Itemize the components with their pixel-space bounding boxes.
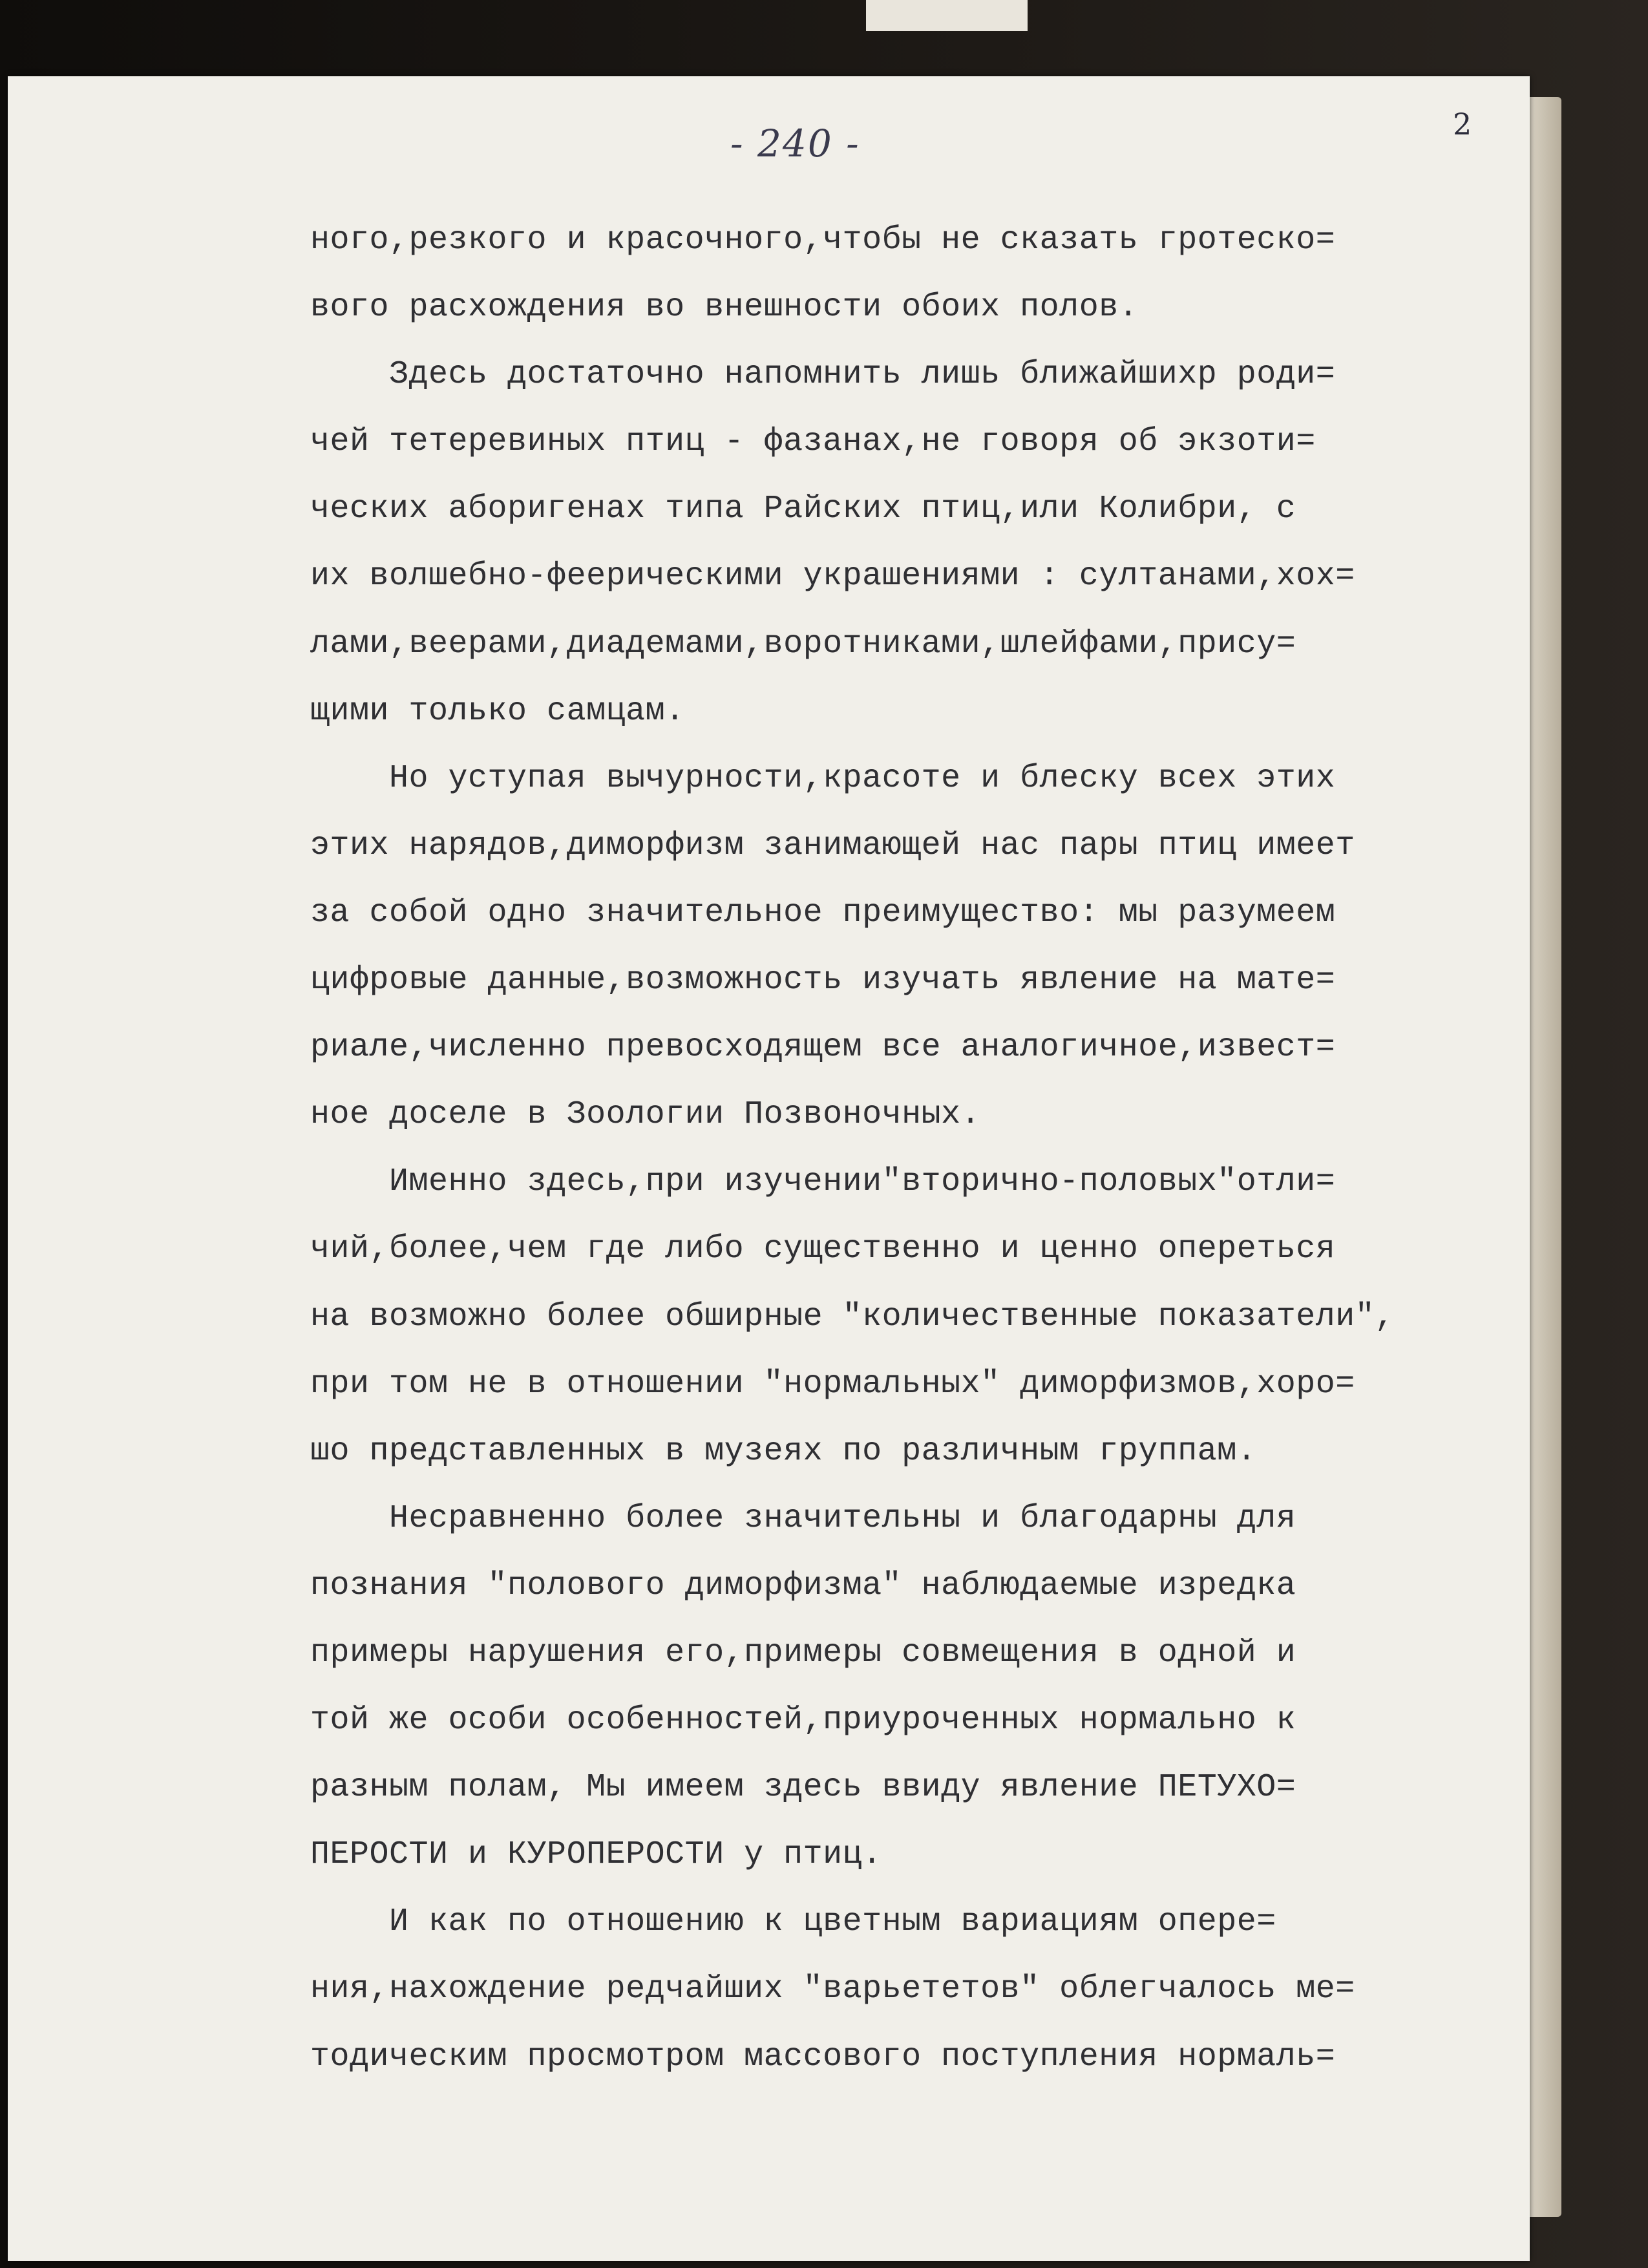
folio-number: 2 (1453, 107, 1472, 142)
text-line: Здесь достаточно напомнить лишь ближайшихр роди= (310, 356, 1336, 394)
text-line: этих нарядов,диморфизм занимающей нас пары птиц имеет (310, 827, 1355, 864)
text-line: ческих аборигенах типа Райских птиц,или Колибри, с (310, 491, 1296, 528)
text-line: ного,резкого и красочного,чтобы не сказать гротеско= (310, 222, 1336, 259)
text-line: шо представленных в музеях по различным группам. (310, 1432, 1257, 1470)
text-line: щими только самцам. (310, 692, 685, 730)
text-line: чий,более,чем где либо существенно и ценно опереться (310, 1231, 1336, 1268)
text-line: при том не в отношении "нормальных" диморфизмов,хоро= (310, 1365, 1355, 1403)
text-line: Несравненно более значительны и благодарны для (310, 1500, 1296, 1537)
text-line: за собой одно значительное преимущество: мы разумеем (310, 894, 1336, 931)
text-line: Но уступая вычурности,красоте и блеску всех этих (310, 759, 1336, 797)
text-line: ПЕРОСТИ и КУРОПЕРОСТИ у птиц. (310, 1836, 882, 1874)
page-number: - 240 - (730, 122, 860, 165)
text-line: лами,веерами,диадемами,воротниками,шлейфами,прису= (310, 625, 1296, 662)
text-line: И как по отношению к цветным вариациям опере= (310, 1903, 1276, 1941)
text-line: их волшебно-феерическими украшениями : султанами,хох= (310, 558, 1355, 595)
text-line: тодическим просмотром массового поступления нормаль= (310, 2038, 1336, 2075)
text-line: Именно здесь,при изучении"вторично-половых"отли= (310, 1163, 1336, 1201)
text-line: цифровые данные,возможность изучать явление на мате= (310, 962, 1336, 999)
body-text (310, 207, 1493, 2091)
text-line: той же особи особенностей,приуроченных нормально к (310, 1702, 1296, 1739)
text-line: разным полам, Мы имеем здесь ввиду явление ПЕТУХО= (310, 1769, 1296, 1807)
folder-tab (866, 0, 1028, 31)
text-line: на возможно более обширные "количественные показатели", (310, 1298, 1395, 1335)
text-line: познания "полового диморфизма" наблюдаемые изредка (310, 1567, 1296, 1604)
text-line: риале,численно превосходящем все аналогичное,извест= (310, 1029, 1336, 1066)
text-line: ния,нахождение редчайших "варьететов" облегчалось ме= (310, 1971, 1355, 2008)
text-line: чей тетеревиных птиц - фазанах,не говоря об экзоти= (310, 423, 1316, 461)
text-line: примеры нарушения его,примеры совмещения в одной и (310, 1634, 1296, 1671)
text-line: вого расхождения во внешности обоих полов. (310, 289, 1139, 326)
text-line: ное доселе в Зоологии Позвоночных. (310, 1096, 981, 1134)
